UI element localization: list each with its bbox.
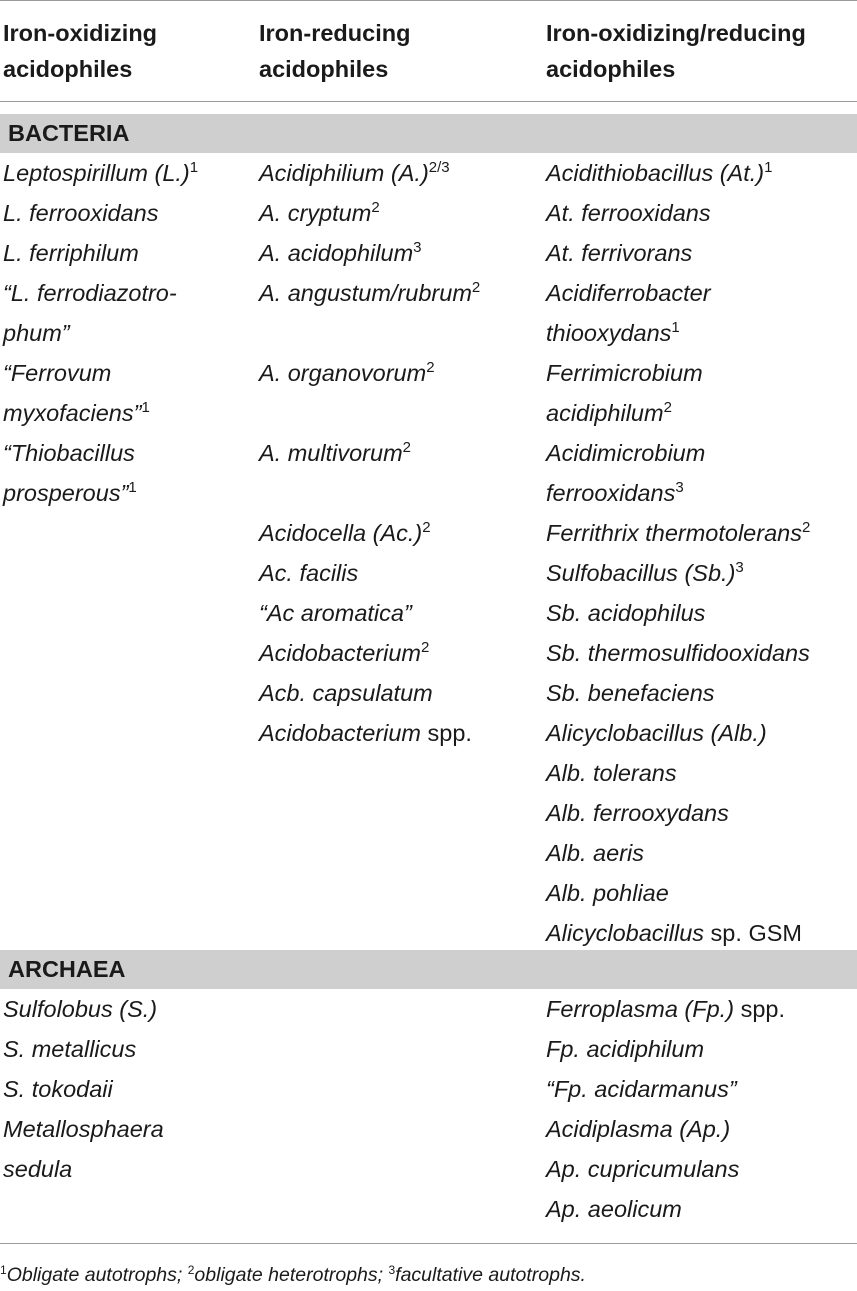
header-iron-reducing (259, 15, 410, 87)
bacteria-iron-oxidizing-reducing-column (546, 153, 810, 953)
organism-cell (259, 433, 480, 473)
header-line: acidophiles (3, 56, 133, 82)
section-band-bacteria (0, 114, 857, 153)
organism-name: Acidithiobacillus (At.) (546, 160, 765, 186)
organism-cell (3, 1029, 164, 1069)
footnote-marker: 3 (735, 559, 744, 576)
organism-name: phum” (3, 320, 70, 346)
organism-cell (3, 193, 198, 233)
organism-suffix: spp. (734, 996, 785, 1022)
organism-name: L. ferriphilum (3, 240, 139, 266)
organism-name: Alb. ferrooxydans (546, 800, 729, 826)
organism-cell (546, 473, 810, 513)
footnote-text: Obligate autotrophs; (6, 1264, 188, 1286)
organism-cell (546, 873, 810, 913)
footnote-marker: 2 (801, 519, 811, 536)
organism-cell (546, 673, 810, 713)
table-footnote (0, 1262, 586, 1288)
footnote-marker: 2 (471, 279, 481, 296)
organism-cell (259, 193, 480, 233)
footnote-marker: 1 (671, 319, 680, 336)
organism-name: Acb. capsulatum (259, 680, 433, 706)
organism-name: S. tokodaii (3, 1076, 113, 1102)
organism-name: Ap. cupricumulans (546, 1156, 740, 1182)
organism-cell (259, 633, 480, 673)
organism-name: Alicyclobacillus (Alb.) (546, 720, 767, 746)
organism-name: Ferroplasma (Fp.) (546, 996, 735, 1022)
organism-cell (546, 273, 810, 313)
organism-name: Sulfobacillus (Sb.) (546, 560, 736, 586)
organism-name: Ferrimicrobium (546, 360, 703, 386)
organism-cell (3, 1109, 164, 1149)
organism-cell (546, 753, 810, 793)
top-rule (0, 0, 857, 1)
organism-cell (3, 273, 198, 313)
organism-name: L. ferrooxidans (3, 200, 159, 226)
organism-cell (546, 1189, 785, 1229)
organism-cell (546, 233, 810, 273)
organism-cell (546, 433, 810, 473)
footnote-marker: 3 (675, 479, 684, 496)
organism-cell (546, 713, 810, 753)
footnote-number: 2 (187, 1263, 195, 1277)
organism-name: Sb. benefaciens (546, 680, 715, 706)
header-line: Iron-reducing (259, 20, 411, 46)
organism-cell (546, 513, 810, 553)
organism-cell (3, 473, 198, 513)
header-iron-oxidizing (3, 15, 157, 87)
organism-name: “Ferrovum (3, 360, 112, 386)
organism-cell (546, 153, 810, 193)
organism-cell (546, 633, 810, 673)
organism-name: Acidiplasma (Ap.) (546, 1116, 731, 1142)
organism-cell (546, 833, 810, 873)
header-iron-oxidizing-reducing (546, 15, 806, 87)
organism-cell (546, 1029, 785, 1069)
footnote-number: 1 (0, 1263, 7, 1277)
organism-cell (3, 233, 198, 273)
organism-name: Sb. acidophilus (546, 600, 706, 626)
organism-name: Acidobacterium (259, 640, 421, 666)
organism-name: Metallosphaera (3, 1116, 164, 1142)
organism-suffix: spp. (420, 720, 472, 746)
header-rule (0, 101, 857, 102)
organism-name: ferrooxidans (546, 480, 676, 506)
footnote-number: 3 (388, 1263, 396, 1277)
organism-cell (259, 233, 480, 273)
archaea-iron-oxidizing-column (3, 989, 164, 1189)
organism-name: acidiphilum (546, 400, 664, 426)
organism-cell (546, 793, 810, 833)
footnote-marker: 3 (413, 239, 422, 256)
organism-cell (546, 393, 810, 433)
organism-cell (546, 913, 810, 953)
organism-cell (546, 593, 810, 633)
organism-cell (259, 513, 480, 553)
organism-name: “Fp. acidarmanus” (546, 1076, 737, 1102)
footnote-marker: 2 (426, 359, 435, 376)
section-label: BACTERIA (8, 120, 130, 146)
organism-name: “Thiobacillus (3, 440, 135, 466)
organism-name: Acidiferrobacter (546, 280, 711, 306)
organism-cell (3, 1149, 164, 1189)
organism-cell (546, 989, 785, 1029)
organism-name: Sb. thermosulfidooxidans (546, 640, 810, 666)
organism-suffix: sp. GSM (704, 920, 802, 946)
footnote-marker: 2 (420, 639, 430, 656)
organism-name: prosperous” (3, 480, 129, 506)
organism-cell (259, 393, 480, 433)
organism-cell (259, 473, 480, 513)
footnote-marker: 2 (663, 399, 672, 416)
organism-cell (3, 313, 198, 353)
organism-cell (3, 153, 198, 193)
organism-name: Sulfolobus (S.) (3, 996, 158, 1022)
organism-cell (546, 1109, 785, 1149)
bacteria-iron-reducing-column (259, 153, 480, 753)
footnote-text: facultative autotrophs. (395, 1264, 586, 1286)
organism-name: thiooxydans (546, 320, 672, 346)
organism-cell (546, 1149, 785, 1189)
organism-name: A. acidophilum (259, 240, 414, 266)
organism-name: Alb. aeris (546, 840, 644, 866)
organism-name: Alb. tolerans (546, 760, 677, 786)
organism-cell (259, 713, 480, 753)
organism-cell (3, 433, 198, 473)
organism-name: Alicyclobacillus (546, 920, 705, 946)
header-line: Iron-oxidizing (3, 20, 158, 46)
organism-name: Acidimicrobium (546, 440, 706, 466)
organism-name: A. angustum/rubrum (259, 280, 472, 306)
header-line: Iron-oxidizing/reducing (546, 20, 806, 46)
organism-name: Acidobacterium (259, 720, 421, 746)
header-line: acidophiles (546, 56, 676, 82)
organism-name: A. multivorum (259, 440, 403, 466)
organism-cell (259, 673, 480, 713)
organism-cell (3, 989, 164, 1029)
footnote-marker: 2/3 (428, 159, 450, 176)
footnote-marker: 1 (764, 159, 773, 176)
organism-cell (259, 153, 480, 193)
organism-name: Alb. pohliae (546, 880, 669, 906)
organism-cell (3, 393, 198, 433)
organism-name: “Ac aromatica” (259, 600, 412, 626)
organism-cell (259, 553, 480, 593)
footnote-text: obligate heterotrophs; (194, 1264, 389, 1286)
organism-cell (3, 353, 198, 393)
organism-name: Ap. aeolicum (546, 1196, 682, 1222)
bacteria-iron-oxidizing-column (3, 153, 198, 513)
section-band-archaea (0, 950, 857, 989)
organism-name: A. cryptum (259, 200, 372, 226)
organism-cell (259, 273, 480, 313)
organism-cell (546, 1069, 785, 1109)
organism-name: A. organovorum (259, 360, 427, 386)
footnote-marker: 2 (402, 439, 411, 456)
organism-name: Acidiphilium (A.) (259, 160, 429, 186)
organism-cell (259, 313, 480, 353)
footnote-marker: 2 (422, 519, 431, 536)
organism-cell (3, 1069, 164, 1109)
bottom-rule (0, 1243, 857, 1244)
organism-name: myxofaciens” (3, 400, 142, 426)
organism-name: “L. ferrodiazotro- (3, 280, 177, 306)
footnote-marker: 1 (128, 479, 137, 496)
organism-name: At. ferrivorans (546, 240, 693, 266)
organism-cell (546, 313, 810, 353)
organism-name: Leptospirillum (L.) (3, 160, 190, 186)
footnote-marker: 2 (371, 199, 380, 216)
organism-name: Ferrithrix thermotolerans (546, 520, 802, 546)
archaea-iron-oxidizing-reducing-column (546, 989, 785, 1229)
header-line: acidophiles (259, 56, 389, 82)
footnote-marker: 1 (189, 159, 199, 176)
footnote-marker: 1 (141, 399, 150, 416)
organism-cell (546, 553, 810, 593)
organism-name: Fp. acidiphilum (546, 1036, 705, 1062)
organism-cell (259, 353, 480, 393)
organism-cell (546, 193, 810, 233)
organism-name: At. ferrooxidans (546, 200, 711, 226)
organism-name: Acidocella (Ac.) (259, 520, 423, 546)
organism-cell (546, 353, 810, 393)
organism-cell (259, 593, 480, 633)
organism-name: S. metallicus (3, 1036, 137, 1062)
organism-name: Ac. facilis (259, 560, 359, 586)
section-label: ARCHAEA (8, 956, 126, 982)
organism-name: sedula (3, 1156, 73, 1182)
